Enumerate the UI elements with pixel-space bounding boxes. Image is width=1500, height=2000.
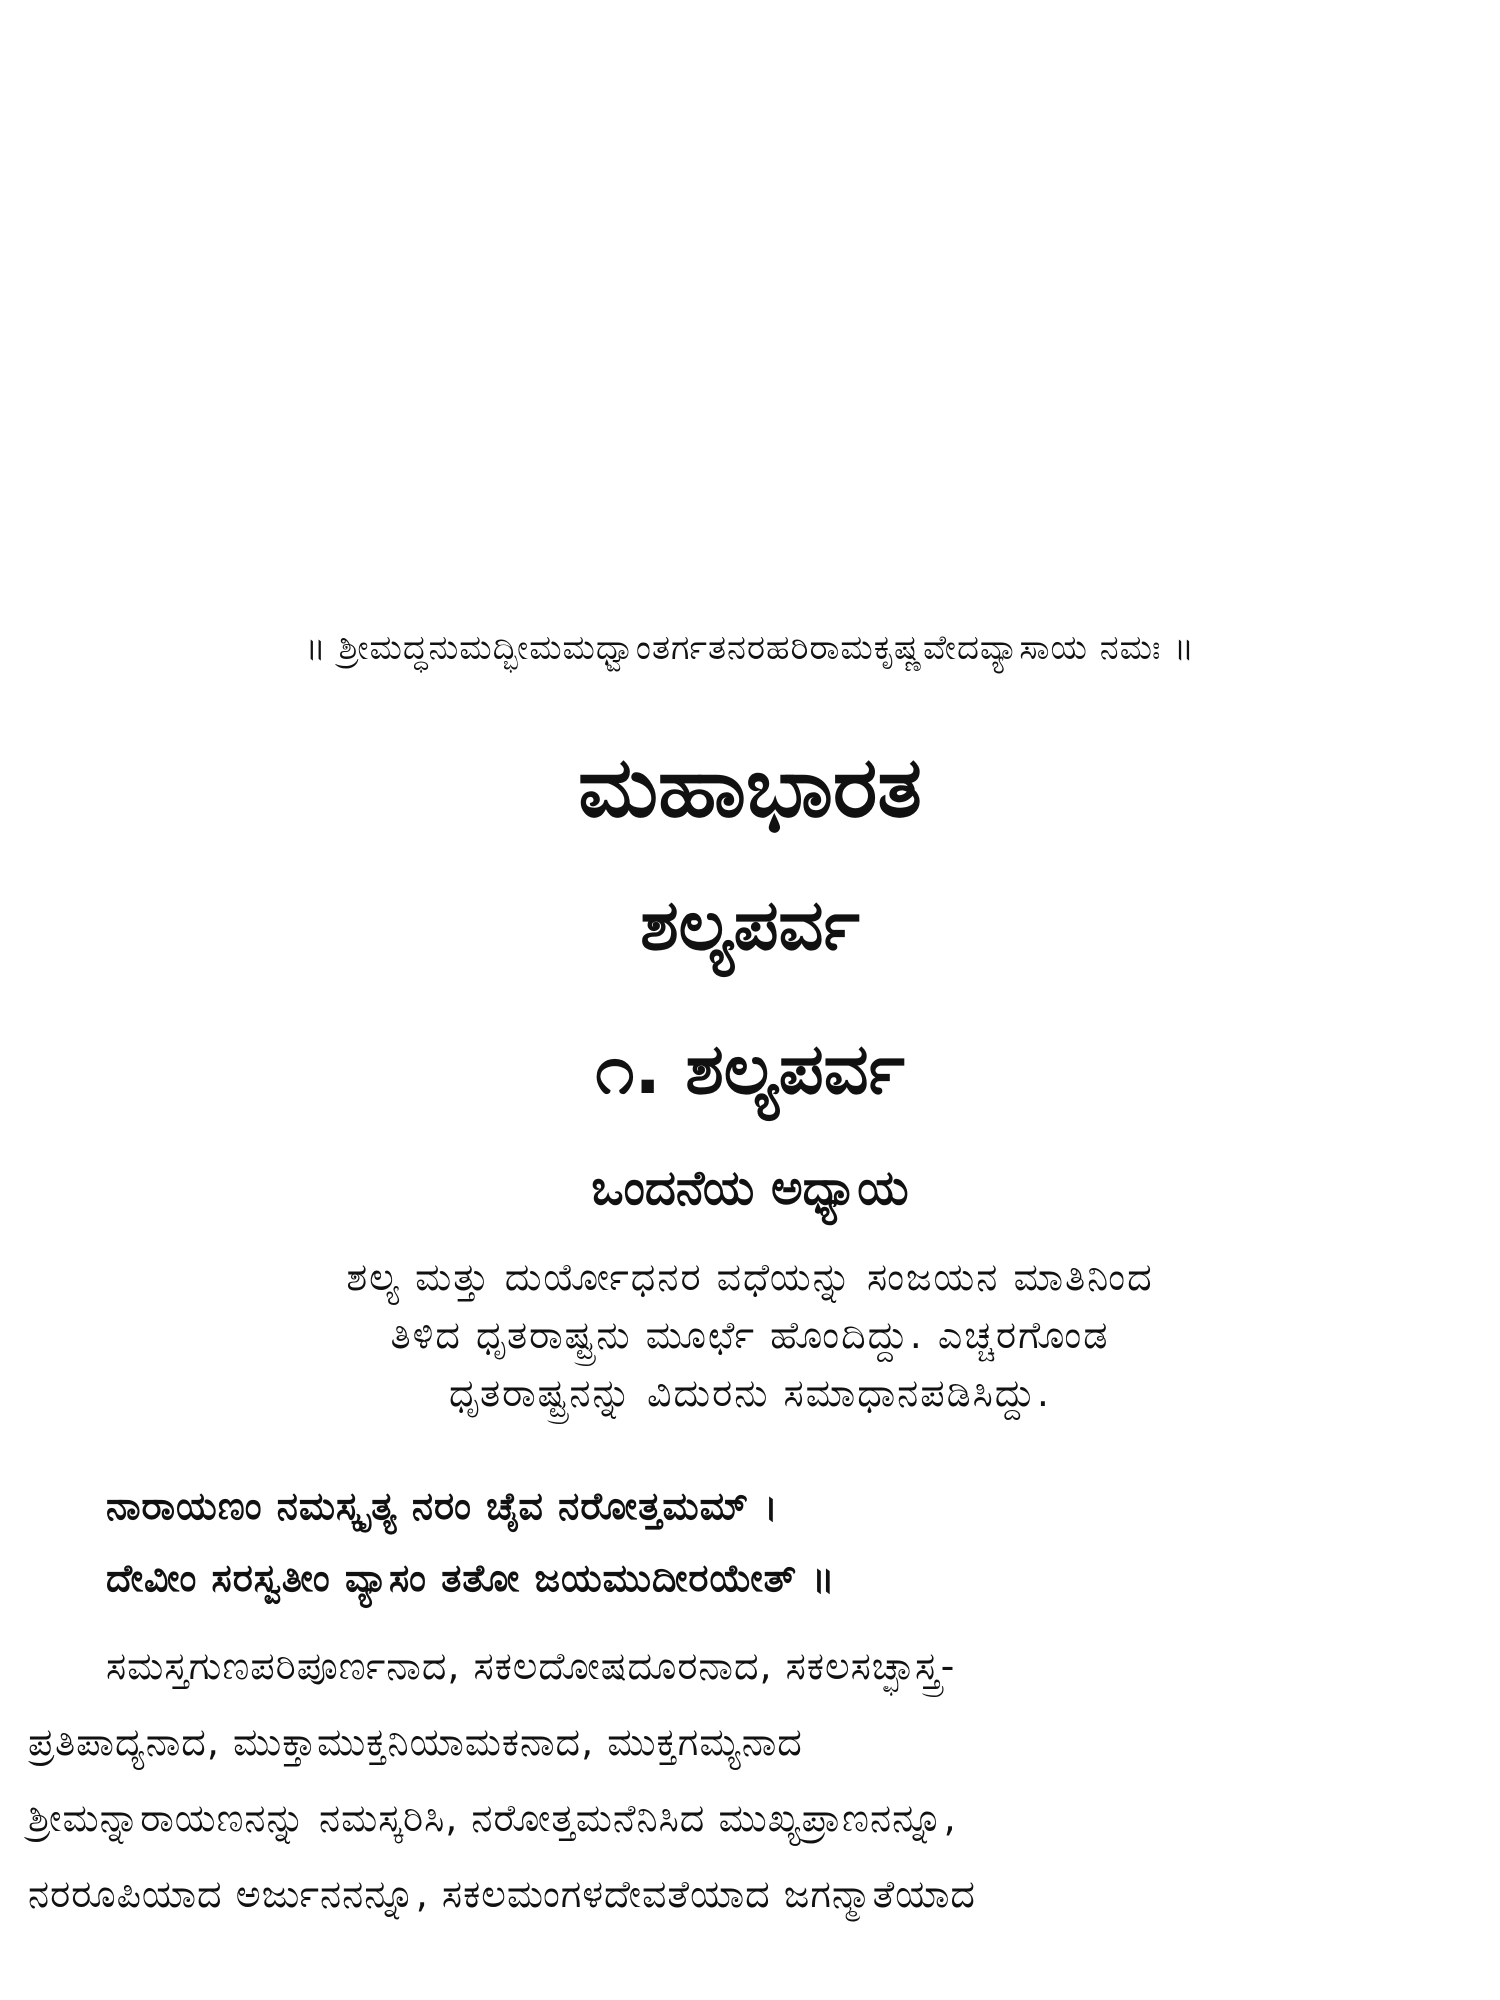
summary-line: ಧೃತರಾಷ್ಟ್ರನನ್ನು ವಿದುರನು ಸಮಾಧಾನಪಡಿಸಿದ್ದು. — [449, 1371, 1051, 1415]
body-paragraph — [28, 1628, 1448, 1932]
body-line: ಶ್ರೀಮನ್ನಾರಾಯಣನನ್ನು ನಮಸ್ಕರಿಸಿ, ನರೋತ್ತಮನೆನಿಸಿದ ಮುಖ್ಯಪ್ರಾಣನನ್ನೂ, — [28, 1796, 957, 1840]
summary-line: ಶಲ್ಯ ಮತ್ತು ದುರ್ಯೋಧನರ ವಧೆಯನ್ನು ಸಂಜಯನ ಮಾತಿನಿಂದ — [346, 1255, 1154, 1299]
body-line: ಸಮಸ್ತಗುಣಪರಿಪೂರ್ಣನಾದ, ಸಕಲದೋಷದೂರನಾದ, ಸಕಲಸಚ್ಛಾಸ್ತ್ರ- — [106, 1644, 956, 1688]
sub-parva-title: ೧. ಶಲ್ಯಪರ್ವ — [595, 1028, 905, 1110]
body-line: ಪ್ರತಿಪಾದ್ಯನಾದ, ಮುಕ್ತಾಮುಕ್ತನಿಯಾಮಕನಾದ, ಮುಕ್ತಗಮ್ಯನಾದ — [28, 1720, 803, 1764]
summary-line: ತಿಳಿದ ಧೃತರಾಷ್ಟ್ರನು ಮೂರ್ಛೆ ಹೊಂದಿದ್ದು. ಎಚ್ಚರಗೊಂಡ — [390, 1313, 1110, 1357]
verse-line: ದೇವೀಂ ಸರಸ್ವತೀಂ ವ್ಯಾಸಂ ತತೋ ಜಯಮುದೀರಯೇತ್ ॥ — [106, 1556, 836, 1600]
parva-title: ಶಲ್ಯಪರ್ವ — [640, 884, 860, 966]
verse-line: ನಾರಾಯಣಂ ನಮಸ್ಕೃತ್ಯ ನರಂ ಚೈವ ನರೋತ್ತಮಮ್ । — [106, 1484, 779, 1528]
main-title: ಮಹಾಭಾರತ — [578, 738, 922, 836]
invocation-verse — [106, 1470, 1406, 1614]
invocation-line: ॥ ಶ್ರೀಮದ್ಧನುಮದ್ಭೀಮಮಧ್ವಾಂತರ್ಗತನರಹರಿರಾಮಕೃಷ್ಣವೇದವ್ಯಾಸಾಯ ನಮಃ ॥ — [305, 628, 1195, 668]
chapter-summary — [0, 1248, 1500, 1422]
body-line: ನರರೂಪಿಯಾದ ಅರ್ಜುನನನ್ನೂ, ಸಕಲಮಂಗಳದೇವತೆಯಾದ ಜಗನ್ಮಾತೆಯಾದ — [28, 1872, 976, 1916]
chapter-title: ಒಂದನೆಯ ಅಧ್ಯಾಯ — [591, 1160, 909, 1216]
